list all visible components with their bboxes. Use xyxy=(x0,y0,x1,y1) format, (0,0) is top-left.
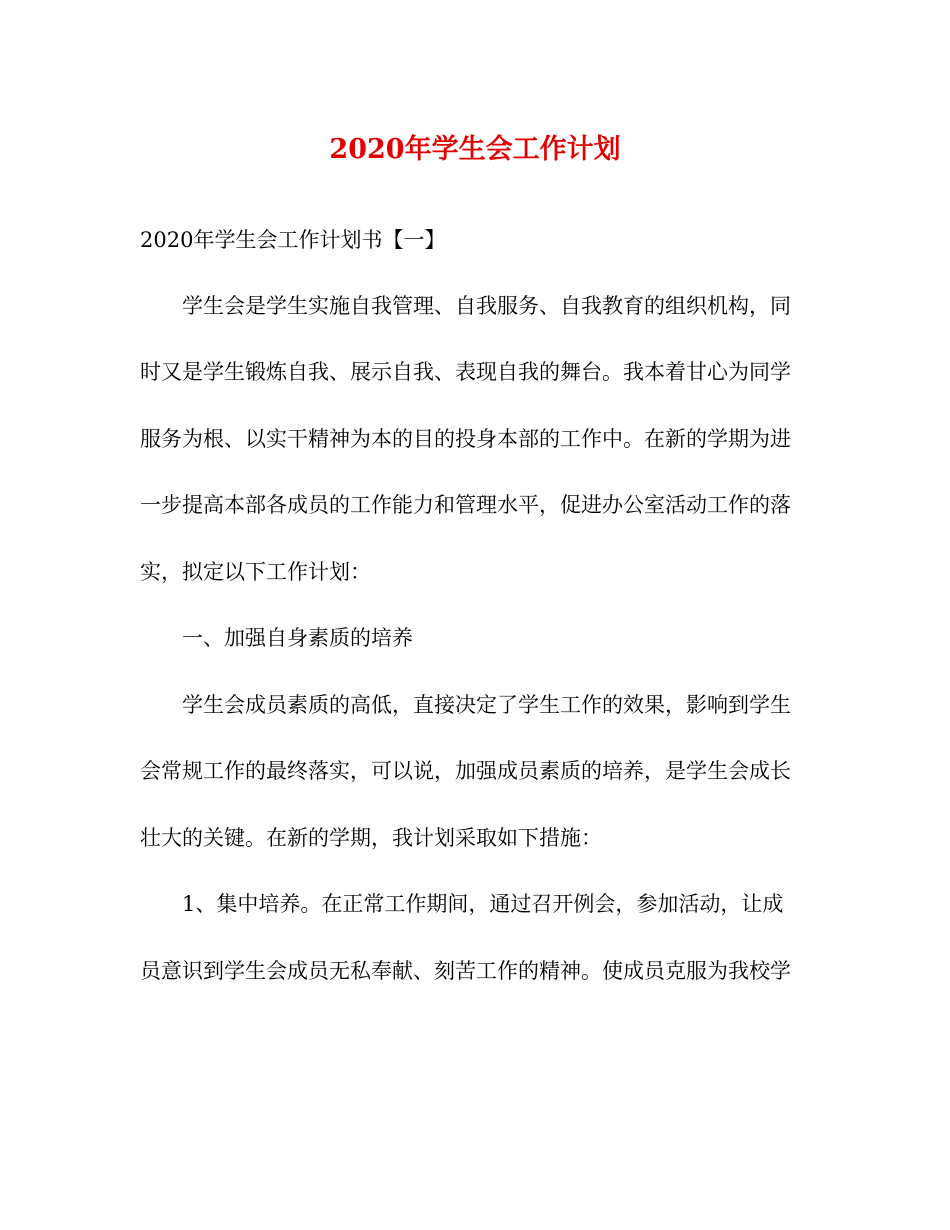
subheading: 一、加强自身素质的培养 xyxy=(182,626,413,650)
paragraph-line: 学生会是学生实施自我管理、自我服务、自我教育的组织机构，同 xyxy=(182,294,791,318)
paragraph-line: 壮大的关键。在新的学期，我计划采取如下措施： xyxy=(140,826,602,850)
paragraph-line: 学生会成员素质的高低，直接决定了学生工作的效果，影响到学生 xyxy=(182,693,791,717)
paragraph-line: 时又是学生锻炼自我、展示自我、表现自我的舞台。我本着甘心为同学 xyxy=(140,360,791,384)
paragraph-line: 服务为根、以实干精神为本的目的投身本部的工作中。在新的学期为进 xyxy=(140,427,791,451)
document-title: 2020年学生会工作计划 xyxy=(329,134,621,165)
paragraph-line: 一步提高本部各成员的工作能力和管理水平，促进办公室活动工作的落 xyxy=(140,493,791,517)
paragraph-line: 员意识到学生会成员无私奉献、刻苦工作的精神。使成员克服为我校学 xyxy=(140,959,791,983)
paragraph-line: 1、集中培养。在正常工作期间，通过召开例会，参加活动，让成 xyxy=(182,892,784,916)
paragraph-line: 会常规工作的最终落实，可以说，加强成员素质的培养，是学生会成长 xyxy=(140,759,791,783)
section-heading: 2020年学生会工作计划书【一】 xyxy=(140,228,446,252)
paragraph-line: 实，拟定以下工作计划： xyxy=(140,560,371,584)
